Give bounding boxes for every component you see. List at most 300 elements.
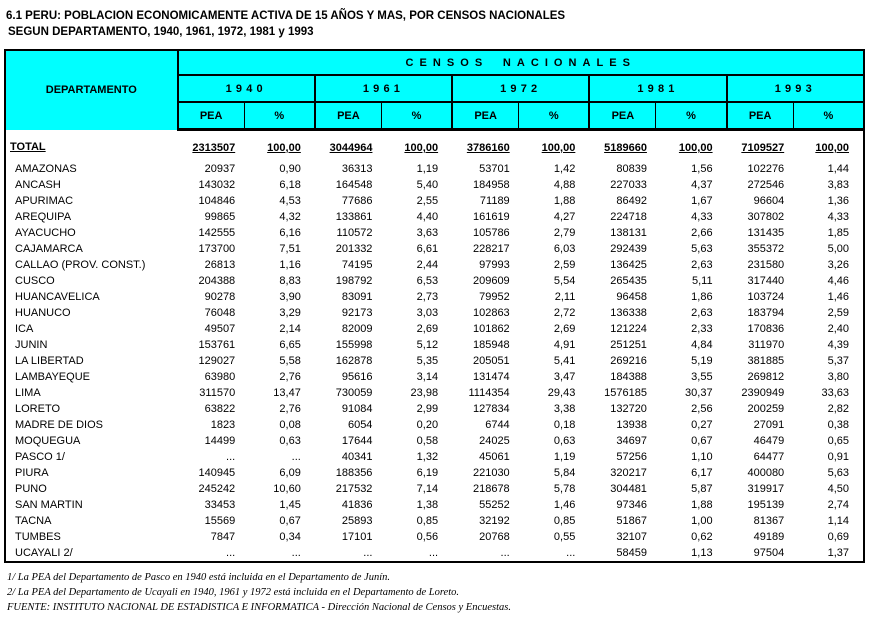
pct-value-1981: 5,11 [691,275,713,287]
pct-value-1961: ... [428,547,439,559]
pct-value-1993: 2,82 [827,403,849,415]
pea-value-1972: 185948 [472,339,510,351]
pct-value-1972: 29,43 [547,387,576,399]
pct-value-1972: 2,72 [553,307,576,319]
header-group-row [5,50,864,75]
pea-value-1972: 209609 [472,275,510,287]
pea-value-1993: 64477 [753,451,785,463]
pct-value-1993: 0,91 [827,451,849,463]
pea-value-1981: 224718 [610,211,647,223]
pct-value-1940: 0,08 [279,419,301,431]
pea-value-1993: 170836 [747,323,785,335]
pea-value-1972: 131474 [472,371,510,383]
pct-value-1961: 23,98 [410,387,439,399]
pea-value-1961: 110572 [336,227,373,239]
pea-value-1940: 173700 [198,243,236,255]
pct-value-1961: 5,40 [416,179,439,191]
total-pct-1940: 100,00 [267,142,301,154]
pea-value-1961: 36313 [341,163,373,175]
census-table [4,49,865,563]
pct-value-1961: 6,61 [416,243,439,255]
pea-value-1940: 153761 [198,339,236,351]
pct-value-1981: 1,67 [691,195,713,207]
pea-value-1961: 74195 [341,259,373,271]
department-row [5,257,864,273]
department-name: AMAZONAS [15,163,77,175]
pea-value-1993: 81367 [753,515,785,527]
department-row [5,497,864,513]
pea-value-1981: 86492 [616,195,647,207]
department-row [5,337,864,353]
pea-value-1972: 205051 [472,355,510,367]
pea-value-1940: 99865 [204,211,236,223]
pct-value-1961: 7,14 [416,483,439,495]
column-header-pct: % [519,102,590,130]
pea-value-1972: 32192 [479,515,510,527]
department-name: MOQUEGUA [15,435,81,447]
total-pct-1981: 100,00 [678,142,713,154]
pea-value-1981: 96458 [616,291,647,303]
pct-value-1961: 2,55 [416,195,439,207]
pea-value-1961: 25893 [341,515,373,527]
pct-value-1961: 2,44 [416,259,439,271]
pct-value-1940: 1,45 [279,499,301,511]
department-name: LIMA [15,387,41,399]
pea-value-1981: 292439 [610,243,647,255]
department-name: PUNO [15,483,47,495]
pea-value-1993: 27091 [753,419,785,431]
footnotes [7,570,869,615]
total-row [5,130,864,162]
column-header-censos-nacionales: CENSOS NACIONALES [178,50,864,75]
pea-value-1961: 155998 [335,339,373,351]
pct-value-1972: 1,19 [553,451,576,463]
pea-value-1981: 1576185 [604,387,647,399]
pea-value-1981: 34697 [616,435,647,447]
department-row [5,225,864,241]
pct-value-1981: 0,27 [691,419,713,431]
pea-value-1961: 91084 [341,403,373,415]
pct-value-1993: 4,46 [827,275,849,287]
pct-value-1981: 5,87 [691,483,713,495]
pea-value-1940: 245242 [198,483,236,495]
pct-value-1940: 6,65 [279,339,301,351]
pea-value-1940: 26813 [204,259,236,271]
total-label: TOTAL [10,141,46,154]
pea-value-1940: 143032 [198,179,236,191]
department-name: CAJAMARCA [15,243,83,255]
pea-value-1961: 92173 [341,307,373,319]
department-row [5,193,864,209]
pea-value-1993: 307802 [747,211,785,223]
column-header-year-1940: 1940 [178,75,315,102]
pct-value-1940: 3,90 [279,291,301,303]
column-header-pea: PEA [178,102,245,130]
pct-value-1993: 1,14 [827,515,849,527]
pea-value-1940: 20937 [204,163,236,175]
pea-value-1940: 33453 [204,499,236,511]
pct-value-1972: 5,54 [553,275,576,287]
pea-value-1981: 265435 [610,275,647,287]
department-row [5,481,864,497]
department-row [5,273,864,289]
pea-value-1981: 251251 [610,339,647,351]
pct-value-1972: 2,69 [553,323,576,335]
pea-value-1972: 102863 [472,307,510,319]
pea-value-1961: 162878 [335,355,373,367]
pct-value-1972: 2,59 [553,259,576,271]
pct-value-1981: 4,33 [691,211,713,223]
pea-value-1993: 131435 [747,227,785,239]
pea-value-1981: 227033 [610,179,647,191]
department-row [5,513,864,529]
pct-value-1972: 6,03 [553,243,576,255]
footnote-1: 1/ La PEA del Departamento de Pasco en 1940 está incluida en el Departamento de Junín. [7,572,390,583]
pct-value-1940: 1,16 [279,259,301,271]
pea-value-1972: 161619 [472,211,510,223]
pea-value-1993: 400080 [747,467,785,479]
table-body [5,130,864,563]
pea-value-1981: 58459 [616,547,647,559]
pea-value-1972: 184958 [472,179,510,191]
pct-value-1993: 33,63 [821,387,849,399]
pea-value-1993: 381885 [747,355,785,367]
pea-value-1940: 7847 [210,531,236,543]
column-header-pea: PEA [452,102,519,130]
department-name: HUANCAVELICA [15,291,100,303]
pct-value-1940: 0,67 [279,515,301,527]
pct-value-1961: 2,69 [416,323,439,335]
pct-value-1981: 6,17 [691,467,713,479]
pct-value-1993: 3,83 [827,179,849,191]
pea-value-1981: 121224 [610,323,647,335]
total-pct-1972: 100,00 [541,142,576,154]
pct-value-1993: 1,36 [827,195,849,207]
pea-value-1972: 45061 [479,451,510,463]
column-header-year-1993: 1993 [727,75,864,102]
pea-value-1993: 96604 [753,195,785,207]
pct-value-1961: 6,19 [416,467,439,479]
pea-value-1940: 129027 [198,355,236,367]
pct-value-1981: 2,33 [691,323,713,335]
pea-value-1981: 51867 [616,515,647,527]
pea-value-1961: 201332 [335,243,373,255]
pea-value-1981: 97346 [616,499,647,511]
department-name: PIURA [15,467,49,479]
pea-value-1993: 272546 [747,179,785,191]
pct-value-1961: 0,56 [416,531,439,543]
pct-value-1981: 5,19 [691,355,713,367]
department-name: HUANUCO [15,307,71,319]
pct-value-1940: 7,51 [279,243,301,255]
total-pea-1961: 3044964 [329,142,373,154]
pct-value-1972: 0,63 [553,435,576,447]
department-name: LA LIBERTAD [15,355,84,367]
pea-value-1993: 231580 [747,259,785,271]
pea-value-1993: 269812 [747,371,785,383]
pct-value-1961: 0,58 [416,435,439,447]
department-row [5,353,864,369]
pct-value-1940: 2,76 [279,403,301,415]
total-pea-1993: 7109527 [741,142,785,154]
pct-value-1993: 0,38 [827,419,849,431]
pea-value-1972: 20768 [479,531,510,543]
pea-value-1972: 79952 [479,291,510,303]
pct-value-1972: 4,27 [553,211,576,223]
pea-value-1993: 195139 [747,499,785,511]
pea-value-1993: 97504 [753,547,785,559]
pea-value-1972: 55252 [479,499,510,511]
pct-value-1961: 2,99 [416,403,439,415]
pct-value-1940: 3,29 [279,307,301,319]
pct-value-1993: 1,37 [827,547,849,559]
department-name: CUSCO [15,275,55,287]
pea-value-1961: 164548 [335,179,373,191]
pct-value-1993: 4,33 [827,211,849,223]
pea-value-1940: 76048 [204,307,236,319]
pct-value-1981: 2,66 [691,227,713,239]
pct-value-1981: 3,55 [691,371,713,383]
total-pct-1961: 100,00 [404,142,439,154]
pea-value-1961: 95616 [341,371,373,383]
pct-value-1993: 4,39 [827,339,849,351]
pct-value-1940: 6,18 [279,179,301,191]
department-row [5,161,864,177]
pea-value-1981: 136338 [610,307,647,319]
pea-value-1972: 218678 [472,483,510,495]
department-name: SAN MARTIN [15,499,83,511]
column-header-pct: % [244,102,315,130]
column-header-year-1961: 1961 [315,75,452,102]
pct-value-1993: 3,26 [827,259,849,271]
department-name: AREQUIPA [15,211,72,223]
department-row [5,385,864,401]
department-name: UCAYALI 2/ [15,547,73,559]
pea-value-1961: 198792 [335,275,373,287]
pea-value-1972: 97993 [479,259,510,271]
column-header-year-1981: 1981 [589,75,726,102]
pct-value-1981: 1,10 [691,451,713,463]
column-header-departamento: DEPARTAMENTO [5,50,178,130]
column-header-pea: PEA [315,102,382,130]
pea-value-1972: 71189 [479,195,510,207]
pea-value-1961: 217532 [335,483,373,495]
column-header-pct: % [656,102,727,130]
pea-value-1981: 132720 [610,403,647,415]
pct-value-1981: 0,62 [691,531,713,543]
pct-value-1972: 5,78 [553,483,576,495]
pea-value-1961: 730059 [335,387,373,399]
pea-value-1961: 40341 [341,451,373,463]
department-name: APURIMAC [15,195,74,207]
department-row [5,529,864,545]
pct-value-1961: 3,63 [416,227,439,239]
pea-value-1940: 1823 [210,419,236,431]
pct-value-1981: 2,56 [691,403,713,415]
pct-value-1961: 2,73 [416,291,439,303]
pea-value-1961: 188356 [335,467,373,479]
pea-value-1993: 103724 [747,291,785,303]
department-name: LORETO [15,403,61,415]
pct-value-1961: 3,14 [416,371,439,383]
pct-value-1993: 2,40 [827,323,849,335]
title-line-1: 6.1 PERU: POBLACION ECONOMICAMENTE ACTIVA DE 15 AÑOS Y MAS, POR CENSOS NACIONALES [6,10,566,22]
department-row [5,417,864,433]
total-pct-1993: 100,00 [815,142,849,154]
pct-value-1972: 3,38 [553,403,576,415]
pct-value-1981: 5,63 [691,243,713,255]
pea-value-1940: 104846 [198,195,236,207]
pct-value-1961: 0,20 [416,419,439,431]
department-row [5,369,864,385]
column-header-pea: PEA [589,102,656,130]
pct-value-1961: 1,19 [416,163,439,175]
pct-value-1940: 4,32 [279,211,301,223]
pct-value-1972: 2,79 [553,227,576,239]
pct-value-1940: ... [291,547,301,559]
pct-value-1940: 6,16 [279,227,301,239]
pct-value-1940: 5,58 [279,355,301,367]
pct-value-1972: 4,88 [553,179,576,191]
pea-value-1993: 200259 [747,403,785,415]
pct-value-1993: 5,63 [827,467,849,479]
pea-value-1981: 269216 [610,355,647,367]
pea-value-1972: ... [500,547,510,559]
department-row [5,465,864,481]
pea-value-1993: 317440 [747,275,785,287]
pea-value-1972: 24025 [479,435,510,447]
pea-value-1993: 355372 [747,243,785,255]
table-header [5,50,864,130]
pct-value-1961: 3,03 [416,307,439,319]
department-row [5,433,864,449]
pea-value-1993: 2390949 [741,387,785,399]
pct-value-1972: 0,85 [553,515,576,527]
pct-value-1993: 5,37 [827,355,849,367]
pct-value-1961: 4,40 [416,211,439,223]
pct-value-1940: 0,63 [279,435,301,447]
pct-value-1940: 10,60 [273,483,301,495]
pea-value-1961: 17644 [341,435,373,447]
pea-value-1940: 204388 [198,275,236,287]
department-row [5,289,864,305]
total-pea-1972: 3786160 [466,142,510,154]
department-name: TACNA [15,515,52,527]
pea-value-1940: 63980 [204,371,236,383]
department-name: CALLAO (PROV. CONST.) [15,259,146,271]
pct-value-1972: 1,42 [553,163,576,175]
pea-value-1981: 136425 [610,259,647,271]
pea-value-1993: 319917 [747,483,785,495]
pct-value-1993: 4,50 [827,483,849,495]
pct-value-1940: 8,83 [279,275,301,287]
department-name: JUNIN [15,339,48,351]
pea-value-1961: 77686 [341,195,373,207]
department-row [5,305,864,321]
pct-value-1981: 1,86 [691,291,713,303]
column-header-year-1972: 1972 [452,75,589,102]
department-row [5,401,864,417]
pct-value-1993: 1,85 [827,227,849,239]
total-pea-1940: 2313507 [192,142,236,154]
pea-value-1972: 127834 [472,403,510,415]
department-name: PASCO 1/ [15,451,65,463]
pct-value-1993: 2,74 [827,499,849,511]
pct-value-1981: 30,37 [685,387,713,399]
pct-value-1961: 5,12 [416,339,439,351]
pct-value-1940: 0,90 [279,163,301,175]
pct-value-1981: 2,63 [691,259,713,271]
pct-value-1972: ... [566,547,576,559]
title-line-2: SEGUN DEPARTAMENTO, 1940, 1961, 1972, 1981 y 1993 [8,26,314,38]
department-name: ICA [15,323,34,335]
pea-value-1972: 101862 [472,323,510,335]
pct-value-1972: 0,55 [553,531,576,543]
pct-value-1972: 4,91 [553,339,576,351]
pct-value-1961: 0,85 [416,515,439,527]
department-row [5,209,864,225]
pea-value-1981: 304481 [610,483,647,495]
pea-value-1981: 80839 [616,163,647,175]
pea-value-1940: 63822 [204,403,236,415]
pea-value-1981: 184388 [610,371,647,383]
pct-value-1993: 2,59 [827,307,849,319]
pea-value-1940: 140945 [198,467,236,479]
department-row [5,241,864,257]
total-pea-1981: 5189660 [604,142,647,154]
pea-value-1961: 83091 [341,291,373,303]
pct-value-1961: 6,53 [416,275,439,287]
pea-value-1961: 17101 [341,531,373,543]
pct-value-1961: 5,35 [416,355,439,367]
pea-value-1993: 183794 [747,307,785,319]
pct-value-1981: 4,37 [691,179,713,191]
pct-value-1972: 5,84 [553,467,576,479]
pct-value-1993: 3,80 [827,371,849,383]
pea-value-1993: 102276 [747,163,785,175]
pct-value-1940: ... [291,451,301,463]
pct-value-1981: 1,88 [691,499,713,511]
pct-value-1961: 1,32 [416,451,439,463]
pea-value-1972: 105786 [472,227,510,239]
pea-value-1940: 311570 [199,387,236,399]
pea-value-1940: 90278 [204,291,236,303]
pct-value-1981: 1,13 [691,547,713,559]
pea-value-1993: 311970 [748,339,785,351]
pea-value-1993: 49189 [753,531,785,543]
pea-value-1972: 221030 [472,467,510,479]
pea-value-1981: 57256 [616,451,647,463]
pea-value-1972: 1114354 [468,387,510,399]
pct-value-1972: 1,46 [553,499,576,511]
pea-value-1961: 82009 [341,323,373,335]
column-header-pct: % [381,102,452,130]
footnote-2: 2/ La PEA del Departamento de Ucayali en 1940, 1961 y 1972 está incluida en el Departamento de Loreto. [7,587,460,598]
pct-value-1981: 4,84 [691,339,713,351]
column-header-pea: PEA [727,102,794,130]
pea-value-1972: 53701 [479,163,510,175]
pea-value-1961: ... [363,547,373,559]
pct-value-1981: 1,56 [691,163,713,175]
pct-value-1981: 0,67 [691,435,713,447]
pea-value-1972: 228217 [472,243,510,255]
pea-value-1940: 15569 [204,515,236,527]
pea-value-1981: 32107 [616,531,647,543]
pct-value-1940: 13,47 [273,387,301,399]
page-title [0,0,869,40]
pct-value-1972: 3,47 [553,371,576,383]
pct-value-1972: 1,88 [553,195,576,207]
